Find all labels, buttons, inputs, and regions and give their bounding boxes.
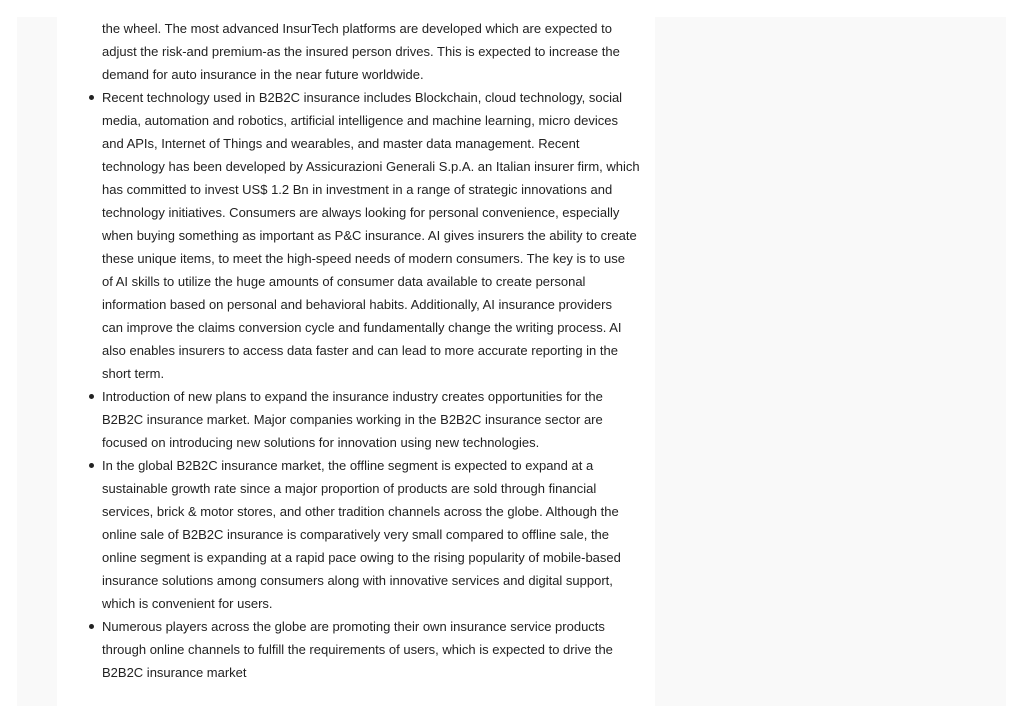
article-content [102,17,647,684]
text-line: Numerous players across the globe are promoting their own insurance service products [102,619,605,634]
text-line: media, automation and robotics, artificial intelligence and machine learning, micro devices [102,113,618,128]
lead-paragraph [102,17,647,86]
text-line: these unique items, to meet the high-speed needs of modern consumers. The key is to use [102,251,625,266]
text-line: services, brick & motor stores, and other tradition channels across the globe. Although the [102,504,619,519]
text-line: sustainable growth rate since a major proportion of products are sold through financial [102,481,597,496]
text-line: focused on introducing new solutions for innovation using new technologies. [102,435,540,450]
bullet-list [102,86,647,684]
text-line: online sale of B2B2C insurance is comparatively very small compared to offline sale, the [102,527,610,542]
text-line: demand for auto insurance in the near future worldwide. [102,67,424,82]
text-line: information based on personal and behavioral habits. Additionally, AI insurance providers [102,297,612,312]
text-line: adjust the risk-and premium-as the insured person drives. This is expected to increase the [102,44,620,59]
bullet-item-online-channels [102,615,647,684]
bullet-item-new-plans [102,385,647,454]
article-body [57,17,655,706]
text-line: online segment is expanding at a rapid pace owing to the rising popularity of mobile-based [102,550,621,565]
left-gutter [17,17,57,706]
text-line: insurance solutions among consumers along with innovative services and digital support, [102,573,613,588]
text-line: of AI skills to utilize the huge amounts of consumer data available to create personal [102,274,586,289]
text-line: technology initiatives. Consumers are always looking for personal convenience, especially [102,205,620,220]
text-line: Recent technology used in B2B2C insurance includes Blockchain, cloud technology, social [102,90,623,105]
text-line: Introduction of new plans to expand the insurance industry creates opportunities for the [102,389,603,404]
right-sidebar-panel [655,17,1006,706]
text-line: B2B2C insurance market [102,665,247,680]
bullet-item-technology [102,86,647,385]
text-line: also enables insurers to access data faster and can lead to more accurate reporting in the [102,343,618,358]
text-line: when buying something as important as P&C insurance. AI gives insurers the ability to create [102,228,637,243]
text-line: the wheel. The most advanced InsurTech platforms are developed which are expected to [102,21,612,36]
text-line: technology has been developed by Assicurazioni Generali S.p.A. an Italian insurer firm, which [102,159,640,174]
text-line: B2B2C insurance market. Major companies working in the B2B2C insurance sector are [102,412,603,427]
text-line: short term. [102,366,165,381]
text-line: has committed to invest US$ 1.2 Bn in investment in a range of strategic innovations and [102,182,613,197]
text-line: and APIs, Internet of Things and wearables, and master data management. Recent [102,136,580,151]
bullet-item-offline-segment [102,454,647,615]
text-line: In the global B2B2C insurance market, the offline segment is expected to expand at a [102,458,594,473]
text-line: which is convenient for users. [102,596,273,611]
text-line: through online channels to fulfill the requirements of users, which is expected to drive the [102,642,613,657]
text-line: can improve the claims conversion cycle and fundamentally change the writing process. AI [102,320,622,335]
